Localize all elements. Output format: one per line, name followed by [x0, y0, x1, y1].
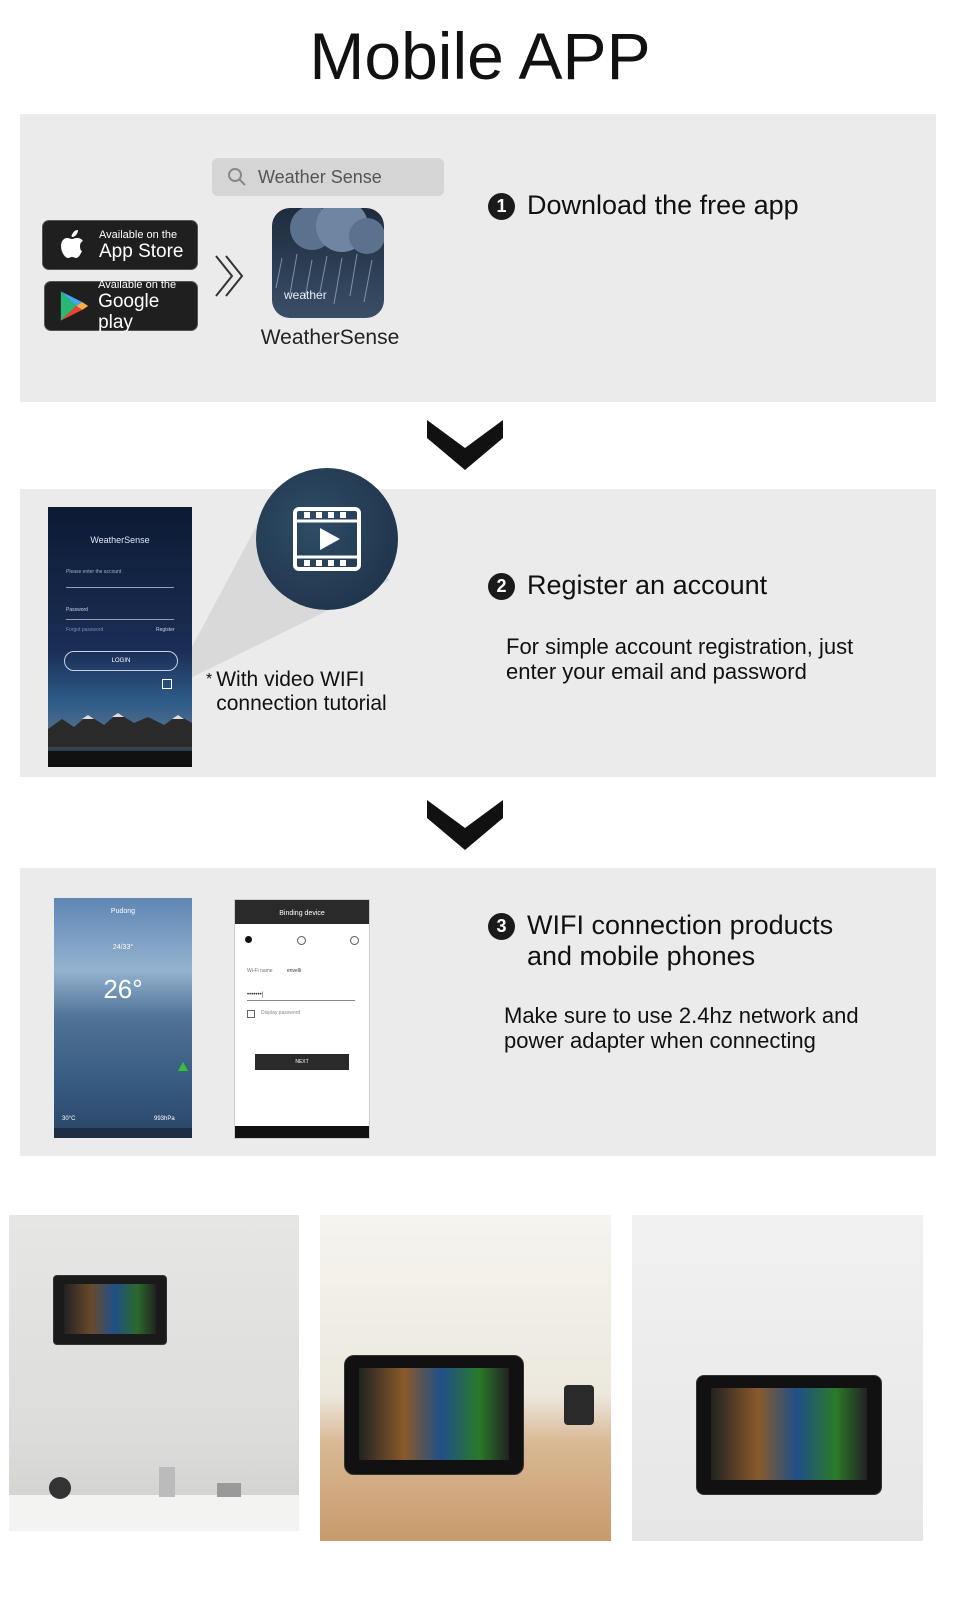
step-number: 3: [488, 913, 515, 940]
product-photo-studio: [632, 1215, 923, 1541]
display-password-label: Display password: [261, 1010, 301, 1016]
power-adapter: [564, 1385, 594, 1425]
password-underline: [66, 619, 174, 620]
app-icon-label: weather: [284, 288, 327, 302]
phone-brand: WeatherSense: [90, 535, 150, 545]
device-screen: [711, 1388, 867, 1480]
app-store-badge[interactable]: [42, 220, 198, 270]
phone-register-label: Register: [156, 627, 175, 633]
phone-forgot-label: Forgot password: [66, 627, 104, 633]
login-phone-screenshot: [48, 507, 192, 767]
phone-account-hint: Please enter the account: [66, 569, 122, 575]
step-text: WIFI connection products and mobile phones: [527, 910, 834, 971]
search-text: Weather Sense: [258, 166, 382, 187]
page-title: Mobile APP: [309, 19, 651, 93]
wifi-name-value: envelli: [287, 968, 302, 974]
video-note-text: With video WIFI connection tutorial: [216, 668, 387, 715]
app-search-bar[interactable]: [212, 158, 444, 196]
step-number: 2: [488, 573, 515, 600]
password-underline: [247, 1000, 355, 1001]
phone-temp-range: 24/33°: [112, 944, 134, 951]
wifi-password: •••••••|: [247, 992, 264, 998]
binding-device-phone-screenshot: [234, 899, 370, 1139]
chevron-right-icon: [212, 252, 248, 300]
register-description: For simple account registration, just enter your email and password: [506, 634, 854, 684]
app-store-big-text: App Store: [99, 240, 184, 262]
search-icon: [226, 166, 248, 188]
weathersense-app-icon[interactable]: [272, 208, 384, 318]
binding-title: Binding device: [279, 910, 325, 917]
phone-password-label: Password: [66, 607, 88, 613]
product-photo-table: [320, 1215, 611, 1541]
account-underline: [66, 587, 174, 588]
step-text: Register an account: [527, 570, 768, 600]
step-1: [488, 190, 799, 221]
studio-device-display: [696, 1375, 882, 1495]
video-note-star: *: [206, 671, 213, 688]
step-number: 1: [488, 193, 515, 220]
next-button: NEXT: [255, 1054, 349, 1070]
wifi-description: Make sure to use 2.4hz network and power adapter when connecting: [504, 1003, 859, 1053]
decor-vase: [159, 1467, 175, 1497]
chevron-down-icon: [425, 798, 505, 858]
phone-pressure: 993hPa: [154, 1116, 175, 1122]
video-tutorial-circle[interactable]: [256, 468, 398, 610]
video-play-icon: [292, 504, 362, 574]
device-screen: [64, 1284, 156, 1334]
video-tutorial-icon: [162, 679, 172, 689]
phone-location: Pudong: [110, 908, 136, 915]
phone-nav-bar: [235, 1126, 369, 1138]
google-play-big-text: Google play: [98, 291, 160, 333]
progress-steps: [245, 936, 359, 945]
chevron-down-icon: [425, 418, 505, 478]
step-text: Download the free app: [527, 190, 799, 220]
table-device-display: [344, 1355, 524, 1475]
wall-device-display: [53, 1275, 167, 1345]
weather-app-phone-screenshot: [54, 898, 192, 1138]
app-store-small-text: Available on the: [99, 228, 178, 241]
shelf: [9, 1495, 299, 1531]
decor-candle: [217, 1483, 241, 1497]
step-3: [488, 910, 868, 972]
google-play-icon: [55, 287, 92, 325]
mountains-image: [48, 707, 192, 747]
phone-temperature: 26°: [103, 974, 143, 1004]
device-screen: [359, 1368, 509, 1460]
step-2: [488, 570, 767, 601]
green-indicator-icon: [178, 1062, 188, 1071]
phone-indoor: 30°C: [62, 1116, 76, 1122]
google-play-small-text: Available on the: [98, 279, 177, 291]
video-note: [206, 668, 406, 716]
phone-bottom-bar: [54, 1128, 192, 1138]
google-play-badge[interactable]: [44, 281, 198, 331]
phone-login-button: LOGIN: [64, 651, 178, 671]
app-name: WeatherSense: [260, 326, 400, 349]
product-photo-wall: [9, 1215, 299, 1531]
apple-icon: [53, 225, 93, 265]
display-password-checkbox: [247, 1010, 255, 1018]
phone-nav-bar: [48, 751, 192, 767]
decor-bowl: [49, 1477, 71, 1499]
wifi-name-label: Wi-Fi name: [247, 968, 273, 974]
